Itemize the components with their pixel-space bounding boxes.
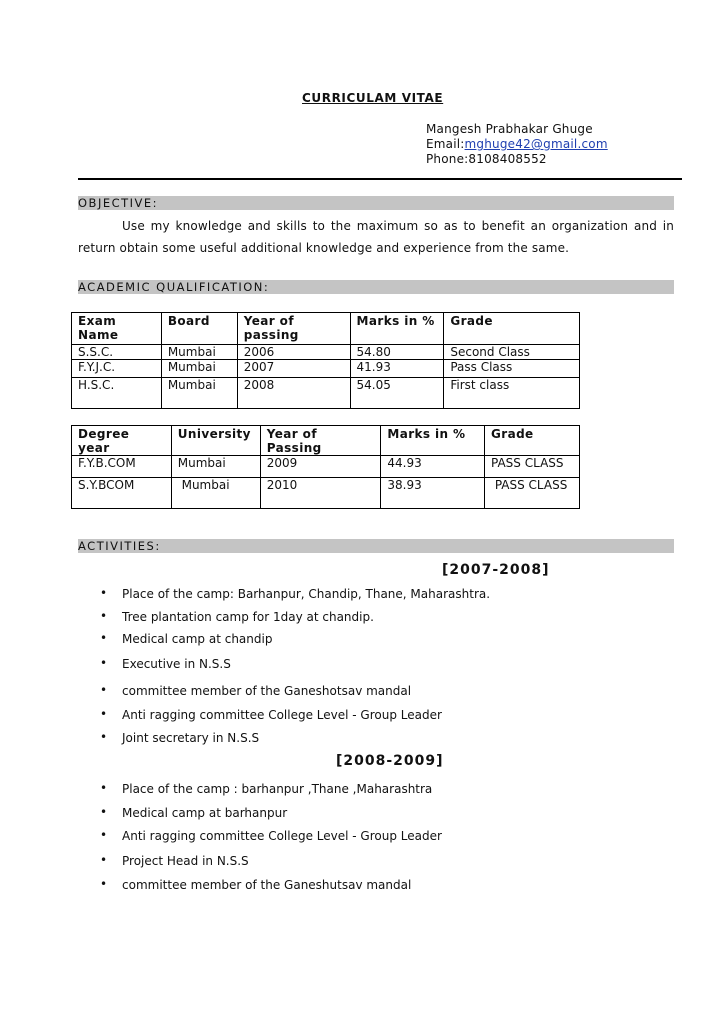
table-cell: 41.93 [350, 360, 444, 378]
table-cell: Mumbai [171, 478, 260, 509]
table-cell: F.Y.B.COM [72, 456, 172, 478]
list-item-text: Medical camp at chandip [122, 632, 273, 646]
bullet-icon: • [100, 781, 108, 795]
table-cell: PASS CLASS [485, 478, 580, 509]
table-cell: PASS CLASS [485, 456, 580, 478]
bullet-icon: • [100, 609, 108, 623]
table-row [72, 345, 580, 360]
table-row [72, 478, 580, 509]
table-cell: H.S.C. [72, 378, 162, 409]
table-cell: 54.05 [350, 378, 444, 409]
list-item-text: committee member of the Ganeshotsav mandal [122, 684, 412, 698]
table-header-cell: Year of passing [237, 313, 350, 345]
table-cell: Mumbai [161, 378, 237, 409]
degree-qualification-table [71, 425, 580, 509]
bullet-icon: • [100, 730, 108, 744]
academic-heading: ACADEMIC QUALIFICATION: [78, 280, 674, 294]
objective-heading: OBJECTIVE: [78, 196, 674, 210]
email-label: Email: [426, 137, 465, 151]
school-qualification-table [71, 312, 580, 409]
bullet-icon: • [100, 877, 108, 891]
table-header-row [72, 313, 580, 345]
bullet-icon: • [100, 828, 108, 842]
table-cell: 2006 [237, 345, 350, 360]
table-cell: 2007 [237, 360, 350, 378]
list-item-text: Joint secretary in N.S.S [122, 731, 260, 745]
table-header-cell: University [171, 426, 260, 456]
bullet-icon: • [100, 631, 108, 645]
candidate-name: Mangesh Prabhakar Ghuge [426, 122, 593, 136]
table-header-cell: Board [161, 313, 237, 345]
email-line [426, 137, 608, 152]
table-header-cell: Grade [485, 426, 580, 456]
table-cell: 54.80 [350, 345, 444, 360]
table-cell: Pass Class [444, 360, 580, 378]
email-link[interactable]: mghuge42@gmail.com [464, 137, 608, 151]
bullet-icon: • [100, 707, 108, 721]
table-cell: 2008 [237, 378, 350, 409]
document-title: CURRICULAM VITAE [302, 91, 444, 105]
table-row [72, 456, 580, 478]
activity-year-heading: [2008-2009] [336, 753, 444, 769]
list-item-text: Anti ragging committee College Level - Group Leader [122, 829, 442, 843]
activities-heading: ACTIVITIES: [78, 539, 674, 553]
table-cell: First class [444, 378, 580, 409]
bullet-icon: • [100, 853, 108, 867]
objective-text: Use my knowledge and skills to the maximum so as to benefit an organization and in return obtain some useful additional knowledge and experience from the same. [78, 219, 674, 255]
table-header-cell: Marks in % [350, 313, 444, 345]
list-item-text: Place of the camp: Barhanpur, Chandip, Thane, Maharashtra. [122, 587, 491, 601]
table-row [72, 378, 580, 409]
list-item-text: Project Head in N.S.S [122, 854, 249, 868]
bullet-icon: • [100, 656, 108, 670]
table-cell: F.Y.J.C. [72, 360, 162, 378]
table-cell: S.S.C. [72, 345, 162, 360]
table-cell: 38.93 [381, 478, 485, 509]
bullet-icon: • [100, 805, 108, 819]
table-cell: Second Class [444, 345, 580, 360]
bullet-icon: • [100, 683, 108, 697]
header-divider [78, 178, 682, 180]
table-cell: S.Y.BCOM [72, 478, 172, 509]
table-cell: Mumbai [161, 345, 237, 360]
list-item-text: Place of the camp : barhanpur ,Thane ,Maharashtra [122, 782, 433, 796]
table-header-row [72, 426, 580, 456]
list-item-text: Tree plantation camp for 1day at chandip. [122, 610, 374, 624]
list-item-text: Anti ragging committee College Level - Group Leader [122, 708, 442, 722]
table-cell: Mumbai [161, 360, 237, 378]
table-cell: 44.93 [381, 456, 485, 478]
list-item-text: Executive in N.S.S [122, 657, 231, 671]
table-header-cell: Exam Name [72, 313, 162, 345]
table-cell: 2010 [260, 478, 381, 509]
table-header-cell: Marks in % [381, 426, 485, 456]
bullet-icon: • [100, 586, 108, 600]
list-item-text: Medical camp at barhanpur [122, 806, 288, 820]
table-header-cell: Year of Passing [260, 426, 381, 456]
list-item-text: committee member of the Ganeshutsav mandal [122, 878, 412, 892]
table-row [72, 360, 580, 378]
phone-line: Phone:8108408552 [426, 152, 547, 166]
table-header-cell: Degree year [72, 426, 172, 456]
table-header-cell: Grade [444, 313, 580, 345]
activity-year-heading: [2007-2008] [442, 562, 550, 578]
contact-block [426, 122, 608, 167]
table-cell: 2009 [260, 456, 381, 478]
table-cell: Mumbai [171, 456, 260, 478]
